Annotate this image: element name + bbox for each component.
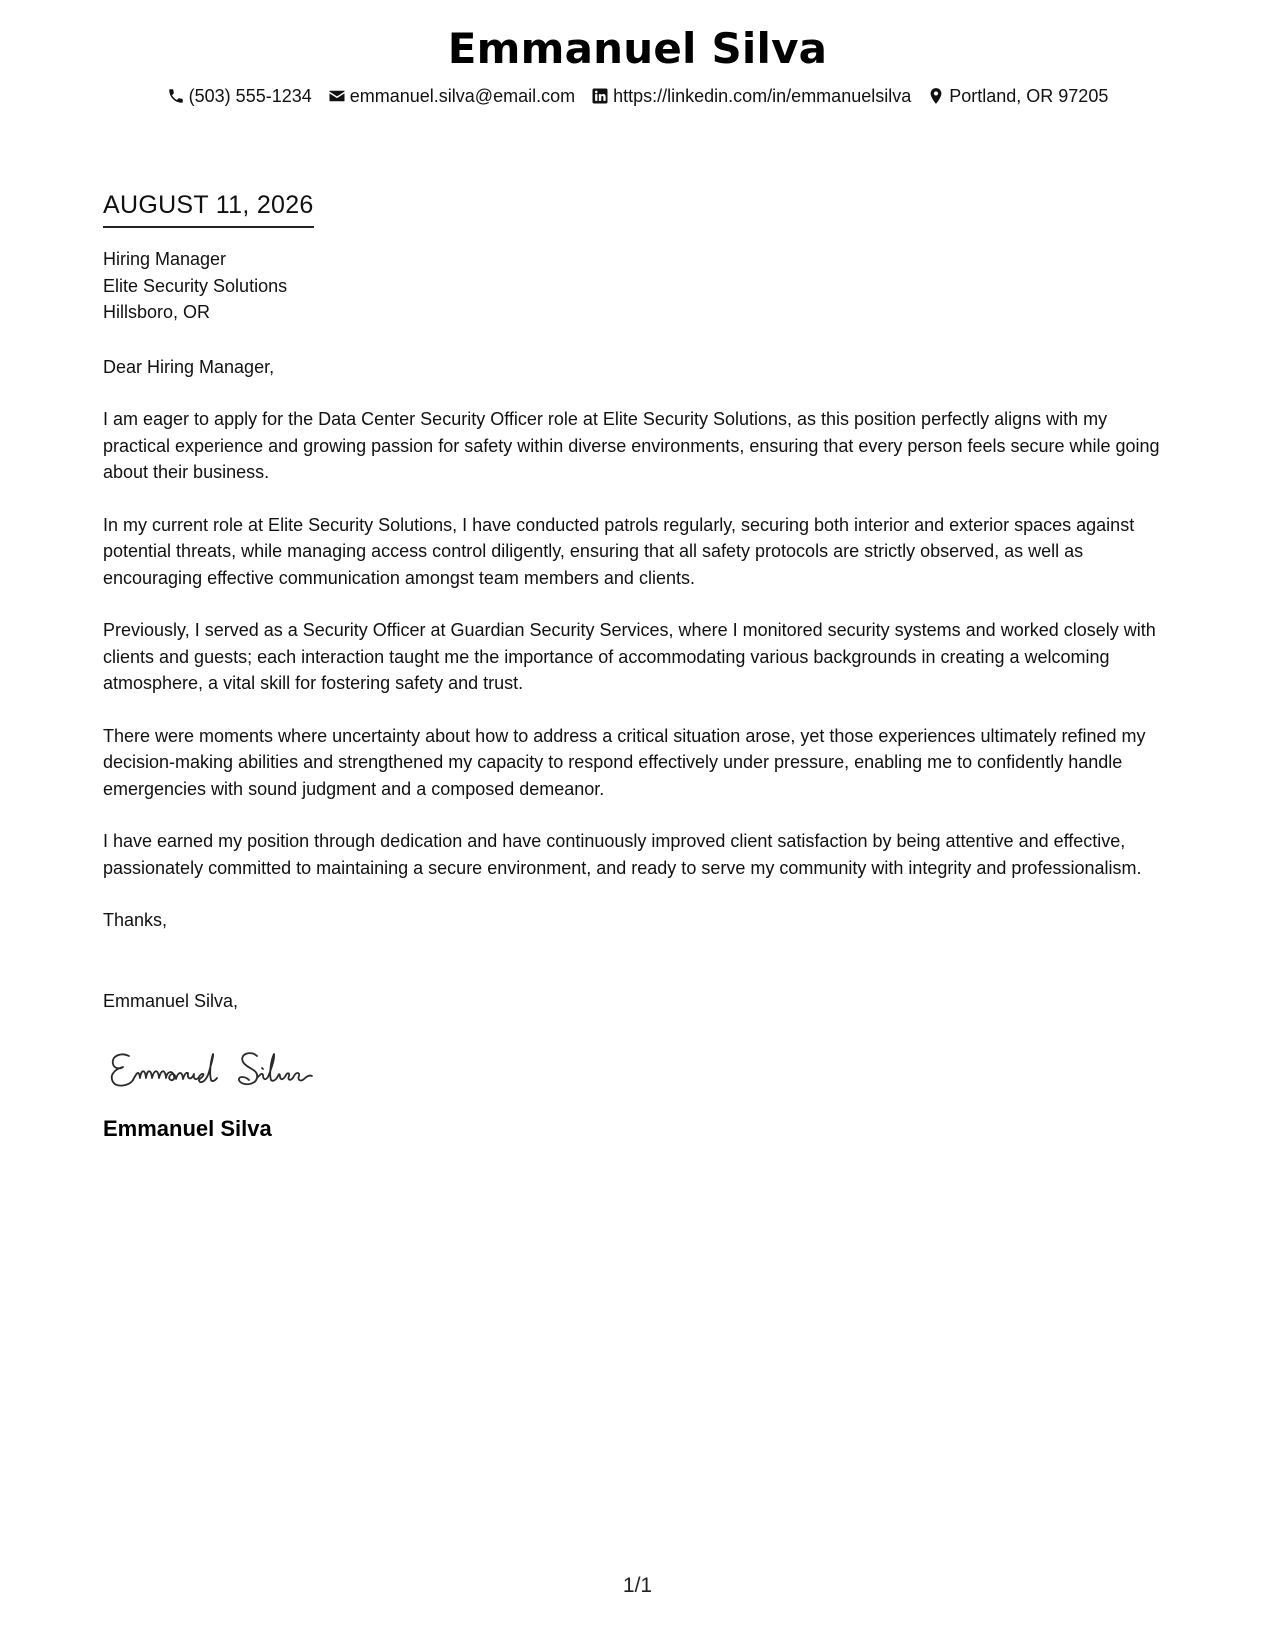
contact-phone <box>167 84 312 108</box>
typed-name: Emmanuel Silva <box>103 1116 272 1141</box>
signoff-name: Emmanuel Silva, <box>103 990 239 1011</box>
salutation: Dear Hiring Manager, <box>103 356 275 377</box>
map-marker-icon <box>927 87 945 105</box>
recipient-location: Hillsboro, OR <box>103 302 211 322</box>
email-text[interactable]: emmanuel.silva@email.com <box>349 86 576 106</box>
location-text: Portland, OR 97205 <box>949 86 1109 106</box>
recipient-title: Hiring Manager <box>103 249 227 269</box>
body-paragraph: There were moments where uncertainty about how to address a critical situation arose, yet those experiences ultimately refined my decision-making abilities and strengthened my capacity to respond effectively under pressure, enabling me to confidently handle emergencies with sound judgment and a composed demeanor. <box>103 725 1146 799</box>
body-paragraph: Previously, I served as a Security Officer at Guardian Security Services, where I monitored security systems and worked closely with clients and guests; each interaction taught me the importance of accommodating various backgrounds in creating a welcoming atmosphere, a vital skill for fostering safety and trust. <box>103 620 1156 693</box>
contact-email[interactable] <box>328 84 575 108</box>
linkedin-icon <box>591 87 609 105</box>
contact-bar <box>0 84 1275 108</box>
letter-header <box>0 22 1275 108</box>
page-number: 1/1 <box>622 1574 653 1597</box>
closing: Thanks, <box>103 910 168 930</box>
contact-location <box>927 84 1108 108</box>
body-paragraph: I am eager to apply for the Data Center Security Officer role at Elite Security Solutions, as this position perfectly aligns with my practical experience and growing passion for safety within diverse environments, ensuring that every person feels secure while going about their business. <box>103 409 1160 482</box>
body-paragraph: In my current role at Elite Security Solutions, I have conducted patrols regularly, securing both interior and exterior spaces against potential threats, while managing access control diligently, ensuring that all safety protocols are strictly observed, as well as encouraging effective communication amongst team members and clients. <box>103 514 1135 588</box>
envelope-icon <box>328 87 346 105</box>
recipient-company: Elite Security Solutions <box>103 275 288 296</box>
phone-icon <box>167 87 185 105</box>
phone-text: (503) 555-1234 <box>188 86 312 106</box>
recipient-block <box>103 246 1178 326</box>
handwritten-signature <box>107 1042 1178 1092</box>
letter-date: AUGUST 11, 2026 <box>103 188 314 228</box>
linkedin-text[interactable]: https://linkedin.com/in/emmanuelsilva <box>613 86 912 106</box>
contact-linkedin[interactable] <box>591 84 911 108</box>
body-paragraph: I have earned my position through dedication and have continuously improved client satisfaction by being attentive and effective, passionately committed to maintaining a secure environment, and ready to serve my community with integrity and professionalism. <box>103 831 1142 878</box>
applicant-name: Emmanuel Silva <box>447 24 828 73</box>
letter-body <box>103 188 1178 1144</box>
